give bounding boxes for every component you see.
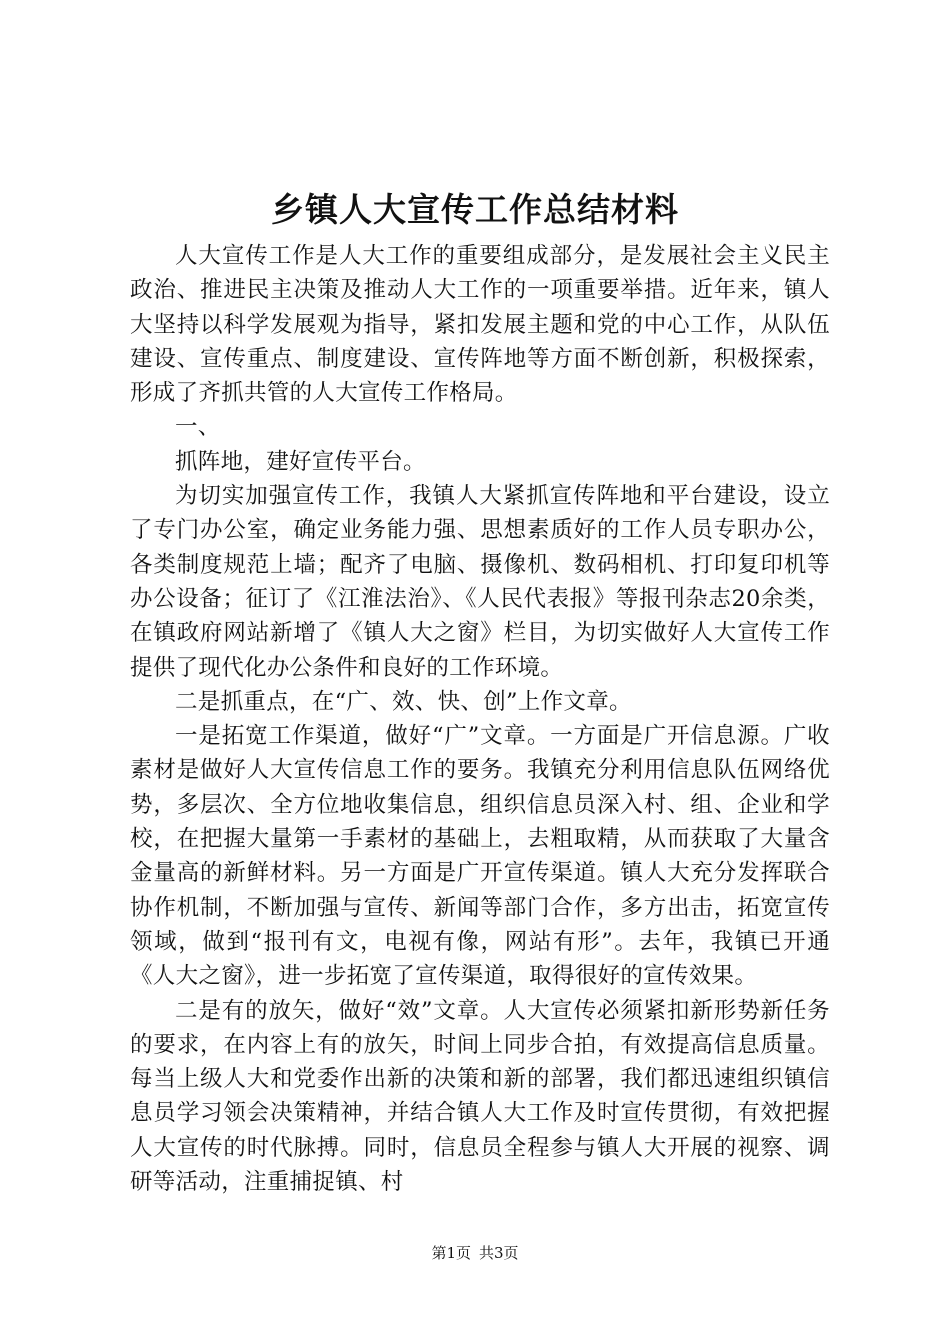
paragraph-section-number: 一、 — [175, 414, 221, 441]
paragraph-effectiveness: 二是有的放矢，做好“效”文章。人大宣传必须紧扣新形势新任务的要求，在内容上有的放矢，时间上同步合拍，有效提高信息质量。每当上级人大和党委作出新的决策和新的部署，我们都迅速组织镇信息员学习领会决策精神，并结合镇人大工作及时宣传贯彻，有效把握人大宣传的时代脉搏。同时，信息员全程参与镇人大开展的视察、调研等活动，注重捕捉镇、村 — [130, 997, 830, 1196]
paragraph-intro: 人大宣传工作是人大工作的重要组成部分，是发展社会主义民主政治、推进民主决策及推动人大工作的一项重要举措。近年来，镇人大坚持以科学发展观为指导，紧扣发展主题和党的中心工作，从队伍建设、宣传重点、制度建设、宣传阵地等方面不断创新，积极探索，形成了齐抓共管的人大宣传工作格局。 — [130, 243, 830, 407]
paragraph-channels: 一是拓宽工作渠道，做好“广”文章。一方面是广开信息源。广收素材是做好人大宣传信息工作的要务。我镇充分利用信息队伍网络优势，多层次、全方位地收集信息，组织信息员深入村、组、企业和学校，在把握大量第一手素材的基础上，去粗取精，从而获取了大量含金量高的新鲜材料。另一方面是广开宣传渠道。镇人大充分发挥联合协作机制，不断加强与宣传、新闻等部门合作，多方出击，拓宽宣传领域，做到“报刊有文，电视有像，网站有形”。去年，我镇已开通《人大之窗》，进一步拓宽了宣传渠道，取得很好的宣传效果。 — [130, 723, 830, 990]
paragraph-platform: 为切实加强宣传工作，我镇人大紧抓宣传阵地和平台建设，设立了专门办公室，确定业务能力强、思想素质好的工作人员专职办公，各类制度规范上墙；配齐了电脑、摄像机、数码相机、打印复印机等办公设备；征订了《江淮法治》、《人民代表报》等报刊杂志20余类，在镇政府网站新增了《镇人大之窗》栏目，为切实做好人大宣传工作提供了现代化办公条件和良好的工作环境。 — [130, 483, 830, 681]
paragraph-section-heading: 抓阵地，建好宣传平台。 — [175, 448, 426, 475]
document-body — [130, 239, 830, 1199]
paragraph-focus-heading: 二是抓重点，在“广、效、快、创”上作文章。 — [175, 688, 632, 715]
page-total: 共3页 — [479, 1244, 519, 1262]
page-number: 第1页 — [431, 1244, 471, 1262]
document-title: 乡镇人大宣传工作总结材料 — [271, 190, 679, 229]
page-footer — [0, 1242, 950, 1264]
